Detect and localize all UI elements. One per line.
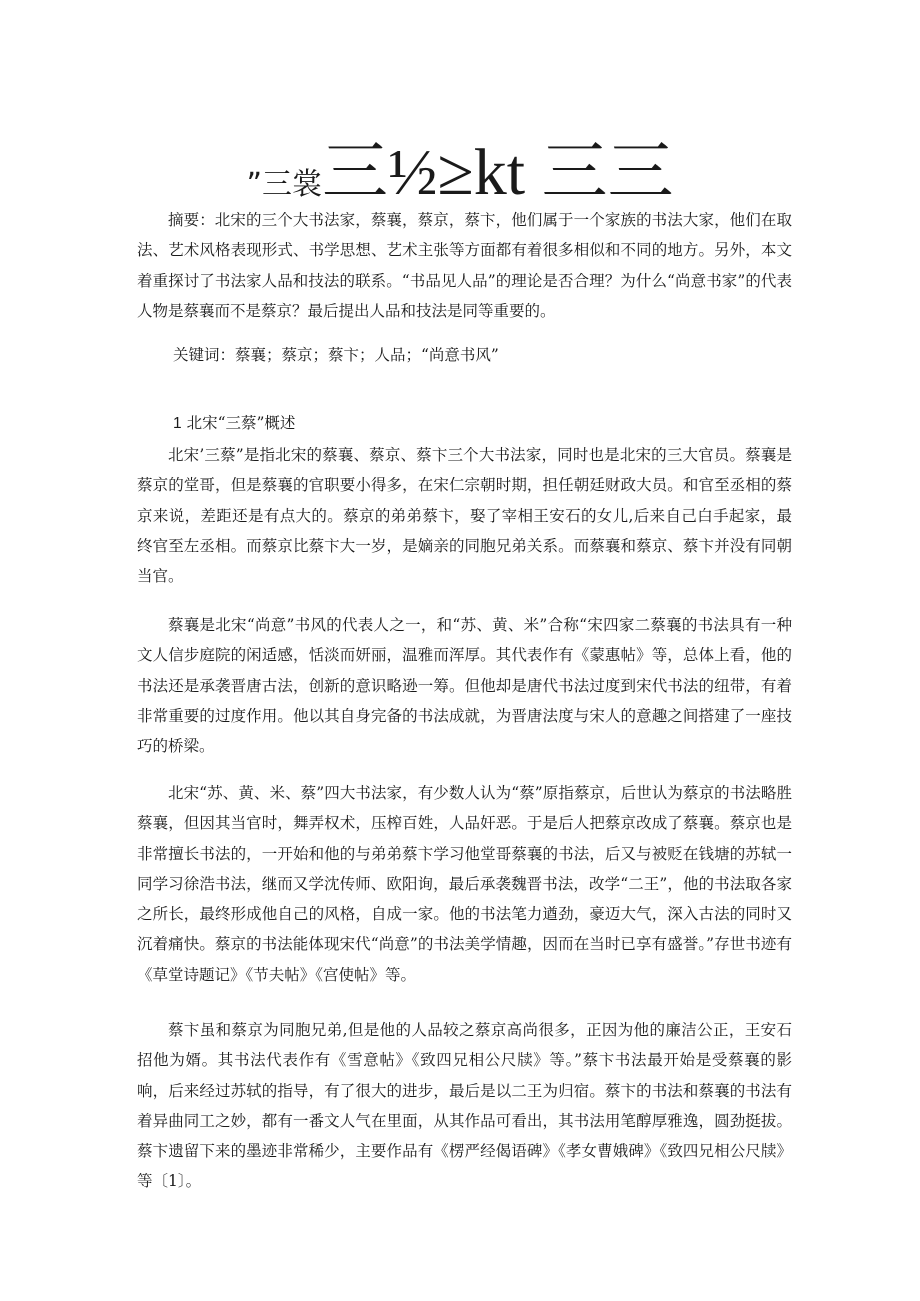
title-main: 三½≥kt 三三 xyxy=(321,136,674,209)
section-number: 1 xyxy=(173,415,182,432)
section-title: 北宋“三蔡”概述 xyxy=(186,414,296,432)
abstract-paragraph: 摘要：北宋的三个大书法家，蔡襄，蔡京，蔡卞，他们属于一个家族的书法大家，他们在取法、艺术风格表现形式、书学思想、艺术主张等方面都有着很多相似和不同的地方。另外，本文着重探讨了书法家人品和技法的联系。“书品见人品”的理论是否合理？为什么“尚意书家”的代表人物是蔡襄而不是蔡京？最后提出人品和技法是同等重要的。 xyxy=(137,211,792,320)
body-paragraph-2: 蔡襄是北宋“尚意”书风的代表人之一，和“苏、黄、米”合称“宋四家二蔡襄的书法具有一种文人信步庭院的闲适感，恬淡而妍丽，温雅而浑厚。其代表作有《蒙惠帖》等，总体上看，他的书法还是承袭晋唐古法，创新的意识略逊一筹。但他却是唐代书法过度到宋代书法的纽带，有着非常重要的过度作用。他以其自身完备的书法成就，为晋唐法度与宋人的意趣之间搭建了一座技巧的桥梁。 xyxy=(137,616,792,756)
keywords-line: 关键词：蔡襄；蔡京；蔡卞；人品；“尚意书风” xyxy=(173,346,499,364)
body-paragraph-4: 蔡卞虽和蔡京为同胞兄弟,但是他的人品较之蔡京高尚很多，正因为他的廉洁公正，王安石招他为婿。其书法代表作有《雪意帖》《致四兄相公尺牍》等。”蔡卞书法最开始是受蔡襄的影响，后来经过苏轼的指导，有了很大的进步，最后是以二王为归宿。蔡卞的书法和蔡襄的书法有着异曲同工之妙，都有一番文人气在里面，从其作品可看出，其书法用笔醇厚雅逸，圆劲挺拔。蔡卞遗留下来的墨迹非常稀少，主要作品有《楞严经偈语碑》《孝女曹娥碑》《致四兄相公尺牍》等〔1〕。 xyxy=(137,1021,792,1191)
title-prefix: ”三裳 xyxy=(246,167,322,202)
section-heading xyxy=(173,408,295,439)
document-title xyxy=(0,118,920,209)
body-paragraph-3: 北宋“苏、黄、米、蔡”四大书法家，有少数人认为“蔡”原指蔡京，后世认为蔡京的书法略胜蔡襄，但因其当官时，舞弄权术，压榨百姓，人品奸恶。于是后人把蔡京改成了蔡襄。蔡京也是非常擅长书法的，一开始和他的与弟弟蔡卞学习他堂哥蔡襄的书法，后又与被贬在钱塘的苏轼一同学习徐浩书法，继而又学沈传师、欧阳询，最后承袭魏晋书法，改学“二王”，他的书法取各家之所长，最终形成他自己的风格，自成一家。他的书法笔力遒劲，豪迈大气，深入古法的同时又沉着痛快。蔡京的书法能体现宋代“尚意”的书法美学情趣，因而在当时已享有盛誉。”存世书迹有《草堂诗题记》《节夫帖》《宫使帖》等。 xyxy=(137,784,792,984)
body-paragraph-1: 北宋’三蔡”是指北宋的蔡襄、蔡京、蔡卞三个大书法家，同时也是北宋的三大官员。蔡襄是蔡京的堂哥，但是蔡襄的官职要小得多，在宋仁宗朝时期，担任朝廷财政大员。和官至丞相的蔡京来说，差距还是有点大的。蔡京的弟弟蔡卞，娶了宰相王安石的女儿,后来自己白手起家，最终官至左丞相。而蔡京比蔡卞大一岁，是嫡亲的同胞兄弟关系。而蔡襄和蔡京、蔡卞并没有同朝当官。 xyxy=(137,446,792,586)
